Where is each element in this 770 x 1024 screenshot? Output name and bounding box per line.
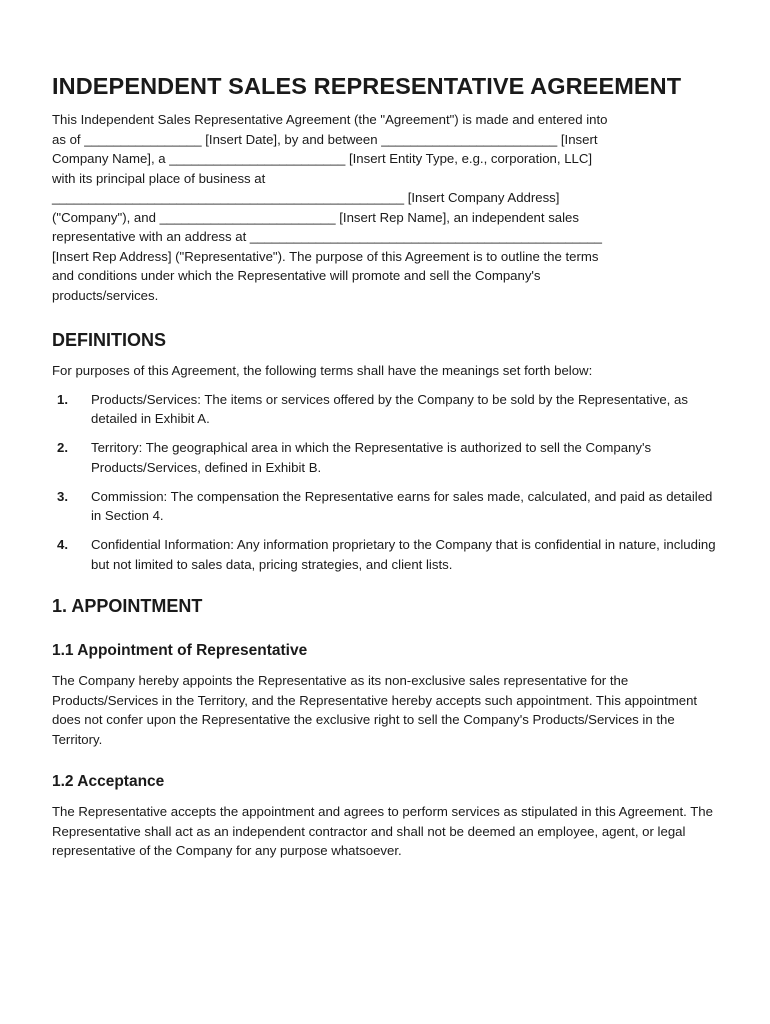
acceptance-paragraph-1-2: The Representative accepts the appointment and agrees to perform services as stipulated in this Agreement. The Representative shall act as an independent contractor and shall not be deemed an employee, agent, or legal representative of the Company for any purpose whatsoever. xyxy=(52,804,713,858)
definition-item xyxy=(52,438,720,477)
definitions-list xyxy=(52,390,720,575)
appointment-subheading-1-1: 1.1 Appointment of Representative xyxy=(52,642,308,659)
document-title: INDEPENDENT SALES REPRESENTATIVE AGREEMENT xyxy=(52,73,682,99)
appointment-heading: 1. APPOINTMENT xyxy=(52,596,203,616)
acceptance-subheading-1-2: 1.2 Acceptance xyxy=(52,773,165,790)
definition-number: 3. xyxy=(57,488,68,504)
appointment-paragraph-1-1: The Company hereby appoints the Representative as its non-exclusive sales representative for the Products/Services in the Territory, and the Representative hereby accepts such appointment. This appointment does not confer upon the Representative the exclusive right to sell the Company's Products/Services in the Territory. xyxy=(52,673,698,747)
intro-paragraph: This Independent Sales Representative Agreement (the "Agreement") is made and entered into as of ________________ [Insert Date], by and between ________________________ [Insert Company Name], a ________________________ [Insert Entity Type, e.g., corporation, LLC] with its principal place of business at ________________________________________________ [Insert Company Address] ("Company"), and ________________________ [Insert Rep Name], an independent sales representative with an address at ________________________________________________ [Insert Rep Address] ("Representative"). The purpose of this Agreement is to outline the terms and conditions under which the Representative will promote and sell the Company's products/services. xyxy=(52,112,608,303)
definition-number: 1. xyxy=(57,391,68,407)
document-page xyxy=(52,70,720,861)
definition-text: Commission: The compensation the Representative earns for sales made, calculated, and paid as detailed in Section 4. xyxy=(91,488,713,523)
definition-number: 4. xyxy=(57,537,68,552)
definitions-heading: DEFINITIONS xyxy=(52,330,167,350)
definitions-lead: For purposes of this Agreement, the following terms shall have the meanings set forth below: xyxy=(52,363,593,378)
definition-text: Products/Services: The items or services offered by the Company to be sold by the Representative, as detailed in Exhibit A. xyxy=(91,391,688,426)
definition-number: 2. xyxy=(57,440,68,455)
definition-item xyxy=(52,535,720,574)
definition-item xyxy=(52,390,720,429)
definition-text: Territory: The geographical area in which the Representative is authorized to sell the Company's Products/Services, defined in Exhibit B. xyxy=(91,440,652,475)
definition-item xyxy=(52,487,720,526)
definition-text: Confidential Information: Any information proprietary to the Company that is confidential in nature, including but not limited to sales data, pricing strategies, and client lists. xyxy=(91,537,716,572)
